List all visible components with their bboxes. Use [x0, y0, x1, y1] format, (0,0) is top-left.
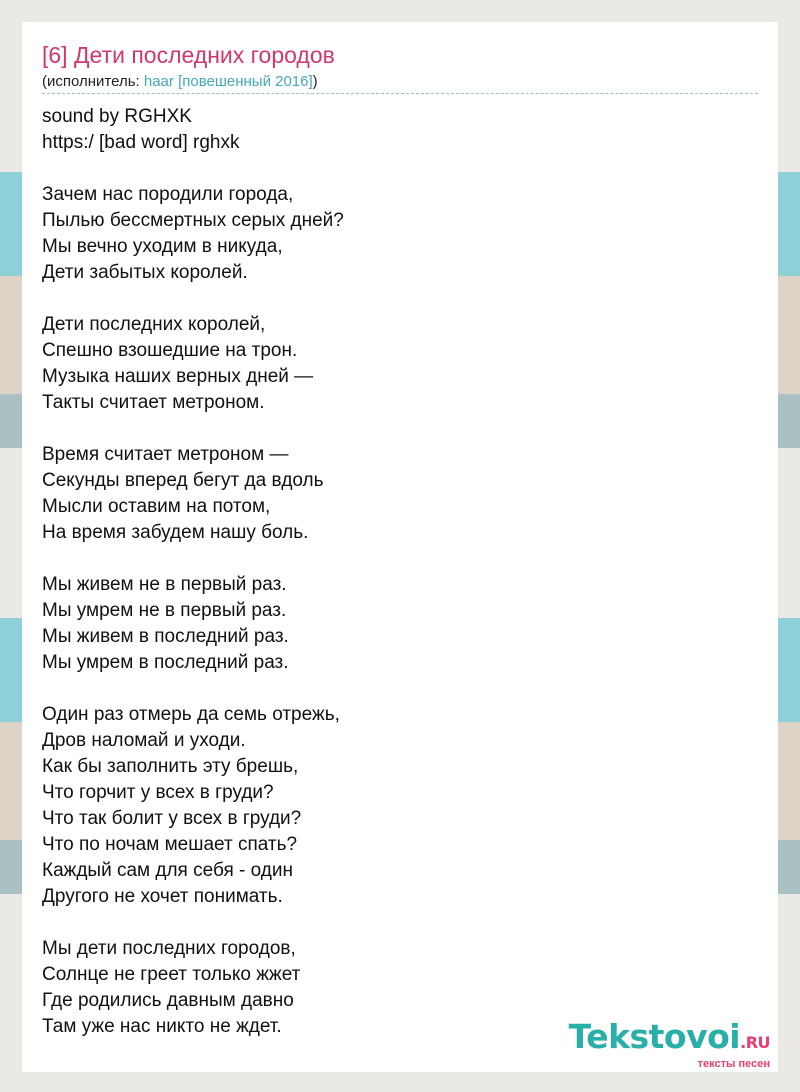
lyric-line: Дров наломай и уходи.	[42, 730, 246, 751]
lyric-line: Секунды вперед бегут да вдоль	[42, 470, 324, 491]
lyric-line: Зачем нас породили города,	[42, 184, 294, 205]
lyric-line: Мы вечно уходим в никуда,	[42, 236, 283, 257]
lyric-line: Что так болит у всех в груди?	[42, 808, 302, 829]
lyric-line: Такты считает метроном.	[42, 392, 265, 413]
lyric-line: Мысли оставим на потом,	[42, 496, 271, 517]
lyric-line: Время считает метроном —	[42, 444, 289, 465]
lyric-line: Мы живем в последний раз.	[42, 626, 289, 647]
logo-tagline: тексты песен	[697, 1058, 770, 1070]
lyric-line: https:/ [bad word] rghxk	[42, 132, 240, 153]
stanza-gap	[42, 546, 758, 572]
lyric-line: Мы живем не в первый раз.	[42, 574, 287, 595]
site-logo[interactable]	[568, 1017, 770, 1070]
lyric-line: Пылью бессмертных серых дней?	[42, 210, 344, 231]
lyric-line: На время забудем нашу боль.	[42, 522, 309, 543]
artist-suffix: )	[312, 73, 318, 90]
stanza-gap	[42, 910, 758, 936]
lyric-line: Что по ночам мешает спать?	[42, 834, 298, 855]
artist-line	[42, 73, 318, 90]
stanza-gap	[42, 416, 758, 442]
logo-domain: .RU	[740, 1033, 770, 1052]
lyric-line: Каждый сам для себя - один	[42, 860, 293, 881]
lyric-line: Один раз отмерь да семь отрежь,	[42, 704, 340, 725]
lyric-line: Мы умрем не в первый раз.	[42, 600, 287, 621]
stanza-gap	[42, 156, 758, 182]
lyric-line: Где родились давным давно	[42, 990, 294, 1011]
lyric-line: Другого не хочет понимать.	[42, 886, 283, 907]
lyric-line: Как бы заполнить эту брешь,	[42, 756, 299, 777]
lyric-line: Дети последних королей,	[42, 314, 266, 335]
lyric-line: Там уже нас никто не ждет.	[42, 1016, 282, 1037]
lyric-line: Музыка наших верных дней —	[42, 366, 314, 387]
lyric-line: Мы умрем в последний раз.	[42, 652, 289, 673]
lyrics-card	[22, 22, 778, 1072]
stanza-gap	[42, 286, 758, 312]
song-title: [6] Дети последних городов	[42, 42, 335, 68]
lyric-line: Спешно взошедшие на трон.	[42, 340, 298, 361]
stanza-gap	[42, 676, 758, 702]
lyric-line: Мы дети последних городов,	[42, 938, 296, 959]
artist-link[interactable]: haar [повешенный 2016]	[143, 73, 313, 90]
artist-prefix: (исполнитель:	[42, 73, 144, 90]
header-divider	[42, 93, 758, 94]
lyric-line: Солнце не греет только жжет	[42, 964, 301, 985]
lyrics-body	[42, 104, 758, 1040]
lyric-line: Дети забытых королей.	[42, 262, 248, 283]
lyric-line: Что горчит у всех в груди?	[42, 782, 274, 803]
logo-name: Tekstovoi	[568, 1017, 741, 1056]
lyric-line: sound by RGHXK	[42, 106, 192, 127]
